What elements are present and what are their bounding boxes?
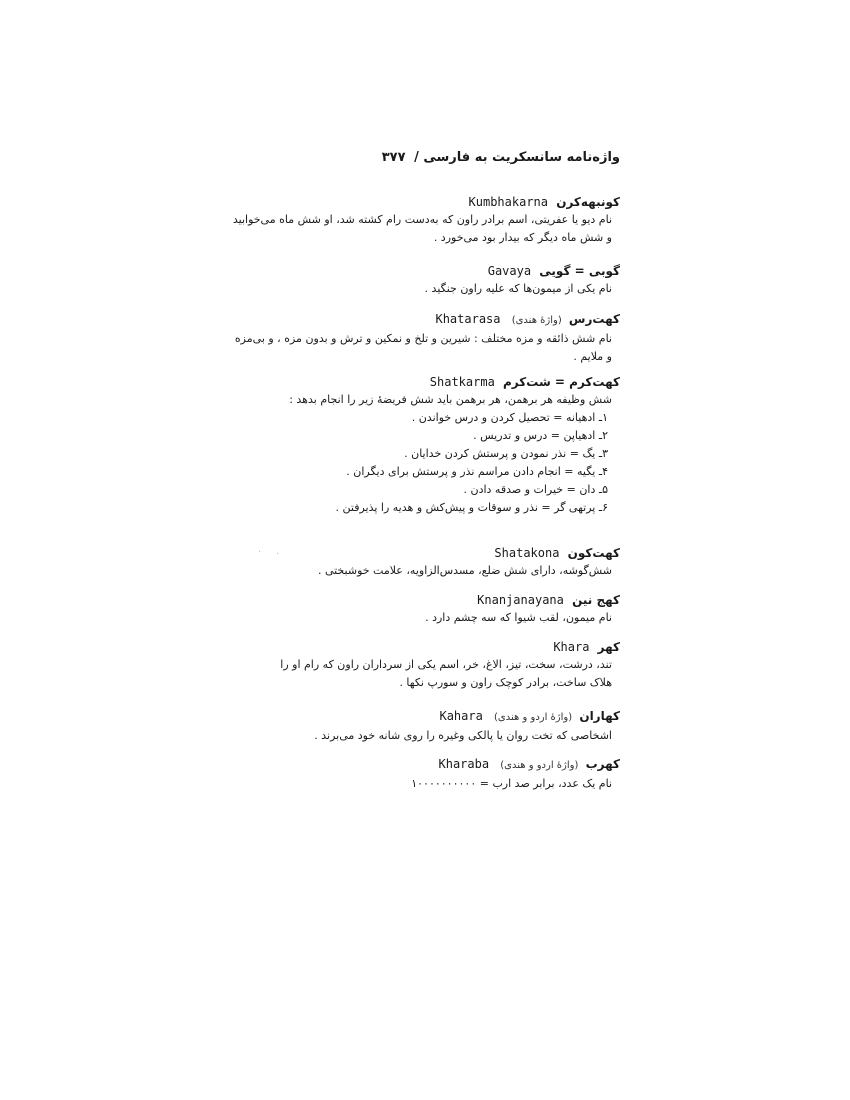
header-separator: /: [414, 150, 419, 165]
headword-latin: Kahara: [439, 709, 483, 723]
headword-persian: کهت‌کون: [567, 546, 620, 560]
scan-speck: ·: [258, 547, 262, 558]
scan-speck: ·: [276, 549, 280, 560]
dictionary-entry: [232, 544, 620, 580]
definition-line: نام دیو یا عفریتی، اسم برادر راون که به‌دست رام کشته شد، او شش ماه می‌خوابید: [232, 213, 612, 226]
entry-definition: [232, 330, 612, 366]
headword-persian: کهت‌کرم = شت‌کرم: [503, 375, 620, 389]
entry-heading: [232, 373, 620, 391]
definition-line: و ملایم .: [573, 350, 612, 363]
entry-definition: [232, 562, 612, 580]
page-number: ۳۷۷: [381, 150, 406, 165]
entry-heading: [232, 193, 620, 211]
entry-definition: [232, 211, 612, 247]
headword-note: (واژهٔ اردو و هندی): [500, 760, 579, 771]
headword-persian: کهج نین: [572, 593, 620, 607]
headword-persian: گوبی = گویی: [539, 264, 620, 278]
list-item: ۳ـ یگ = نذر نمودن و پرستش کردن خدایان .: [404, 447, 608, 460]
list-item: ۵ـ دان = خیرات و صدقه دادن .: [463, 483, 608, 496]
entry-heading: [232, 262, 620, 280]
headword-latin: Kharaba: [438, 757, 490, 771]
list-item: ۱ـ ادهیانه = تحصیل کردن و درس خواندن .: [411, 411, 608, 424]
entry-definition: [232, 656, 612, 692]
entry-heading: [232, 591, 620, 609]
dictionary-entry: [232, 310, 620, 366]
definition-line: نام یک عدد، برابر صد ارب = ۱۰۰۰۰۰۰۰۰۰۰: [411, 777, 612, 790]
definition-line: اشخاصی که تخت روان یا پالکی وغیره را روی شانه خود می‌برند .: [314, 729, 612, 742]
running-header: [232, 150, 620, 172]
definition-line: و شش ماه دیگر که بیدار بود می‌خورد .: [433, 231, 612, 244]
dictionary-entry: [232, 755, 620, 793]
definition-line: تند، درشت، سخت، تیز، الاغ، خر، اسم یکی از سرداران راون که رام او را: [280, 658, 612, 671]
entry-heading: [232, 707, 620, 727]
headword-latin: Kumbhakarna: [468, 195, 549, 209]
entry-definition: [232, 280, 612, 298]
header-title: واژه‌نامه سانسکریت به فارسی: [423, 150, 620, 165]
headword-latin: Khatarasa: [435, 312, 501, 326]
dictionary-entry: [232, 638, 620, 692]
entry-definition: [232, 609, 612, 627]
headword-persian: کهاران: [579, 709, 620, 723]
list-item: ۲ـ ادهیاپن = درس و تدریس .: [473, 429, 608, 442]
dictionary-entry: [232, 707, 620, 745]
entry-heading: [232, 544, 620, 562]
definition-line: شش‌گوشه، دارای شش ضلع، مسدس‌الزاویه، علامت خوشبختی .: [317, 564, 612, 577]
dictionary-entry: [232, 373, 620, 517]
definition-line: شش وظیفه هر برهمن، هر برهمن باید شش فریضهٔ زیر را انجام بدهد :: [289, 393, 612, 406]
definition-line: نام میمون، لقب شیوا که سه چشم دارد .: [425, 611, 612, 624]
entry-definition: [232, 391, 612, 517]
headword-note: (واژهٔ هندی): [511, 315, 562, 326]
list-item: ۴ـ یگیه = انجام دادن مراسم نذر و پرستش برای دیگران .: [346, 465, 608, 478]
definition-line: نام یکی از میمون‌ها که علیه راون جنگید .: [424, 282, 612, 295]
entry-heading: [232, 755, 620, 775]
headword-latin: Gavaya: [487, 264, 532, 278]
headword-note: (واژهٔ اردو و هندی): [494, 712, 573, 723]
headword-latin: Khara: [553, 640, 590, 654]
definition-line: هلاک ساخت، برادر کوچک راون و سورپ نکها .: [399, 676, 612, 689]
headword-persian: کهر: [597, 640, 620, 654]
dictionary-entry: [232, 591, 620, 627]
entry-heading: [232, 638, 620, 656]
dictionary-entry: [232, 262, 620, 298]
entry-heading: [232, 310, 620, 330]
headword-persian: کونبهه‌کرن: [556, 195, 620, 209]
headword-latin: Knanjanayana: [477, 593, 564, 607]
entry-definition: [232, 727, 612, 745]
headword-latin: Shatakona: [494, 546, 560, 560]
list-item: ۶ـ پرتهی گر = نذر و سوقات و پیش‌کش و هدیه را پذیرفتن .: [335, 501, 608, 514]
entry-definition: [232, 775, 612, 793]
definition-line: نام شش ذائقه و مزه مختلف : شیرین و تلخ و نمکین و ترش و بدون مزه ، و بی‌مزه: [234, 332, 612, 345]
dictionary-entry: [232, 193, 620, 247]
headword-persian: کهت‌رس: [568, 312, 620, 326]
headword-persian: کهرب: [585, 757, 620, 771]
headword-latin: Shatkarma: [429, 375, 495, 389]
